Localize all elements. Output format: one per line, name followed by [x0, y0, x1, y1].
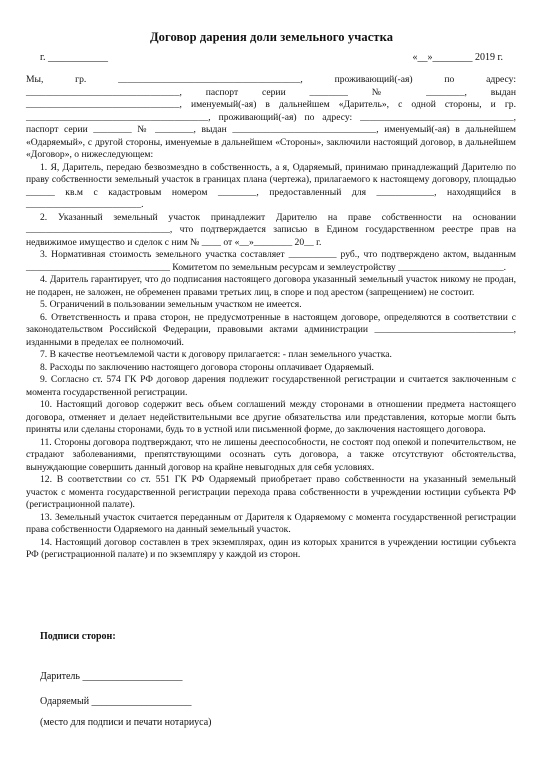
- city-line: г. ____________: [40, 52, 108, 63]
- notary-note: (место для подписи и печати нотариуса): [40, 717, 212, 728]
- signatures-heading: Подписи сторон:: [40, 631, 116, 642]
- clause-4: 4. Даритель гарантирует, что до подписания настоящего договора указанный земельный участок никому не продан, не подарен, не заложен, не обременен правами третьих лиц, в споре и под арестом (запрещением) не состоит.: [26, 274, 516, 298]
- clause-12: 12. В соответствии со ст. 551 ГК РФ Одаряемый приобретает право собственности на указанный земельный участок с момента государственной регистрации перехода права собственности в учреждении юстиции субъекта РФ (регистрационной палате).: [26, 474, 516, 510]
- clause-10: 10. Настоящий договор содержит весь объем соглашений между сторонами в отношении предмета настоящего договора, отменяет и делает недействительными все другие обязательства или представления, которые могли быть приняты или сделаны сторонами, будь то в устной или письменной форме, до заключения настоящего договора.: [26, 399, 516, 435]
- donor-signature-line: Даритель ____________________: [40, 671, 183, 682]
- clause-7: 7. В качестве неотъемлемой части к договору прилагается: - план земельного участка.: [40, 349, 392, 360]
- clause-5: 5. Ограничений в пользовании земельным участком не имеется.: [40, 299, 302, 310]
- clause-13: 13. Земельный участок считается переданным от Дарителя к Одаряемому с момента государственной регистрации права собственности Одаряемого на данный земельный участок.: [26, 511, 516, 535]
- preamble-paragraph: Мы, гр. ______________________________________, проживающий(-ая) по адресу: ________________________________, паспорт серии ________ № ________, выдан ________________________________, именуемый(-ая) в дальнейшем «Даритель», с одной стороны, и гр. ______________________________________, проживающий(-ая) по адресу: ________________________________, паспорт серии ________ № ________, выдан ______________________________, именуемый(-ая) в дальнейшем «Одаряемый», с другой стороны, именуемые в дальнейшем «Стороны», заключили настоящий договор, в дальнейшем «Договор», о нижеследующем:: [26, 74, 516, 160]
- clause-11: 11. Стороны договора подтверждают, что не лишены дееспособности, не состоят под опекой и попечительством, не страдают заболеваниями, препятствующими осознать суть договора, а также отсутствуют обстоятельства, вынуждающие совершить данный договор на крайне невыгодных для себя условиях.: [26, 436, 516, 473]
- donee-signature-line: Одаряемый ____________________: [40, 696, 192, 707]
- document-title: Договор дарения доли земельного участка: [149, 30, 394, 44]
- clause-9: 9. Согласно ст. 574 ГК РФ договор дарения подлежит государственной регистрации и считается заключенным с момента государственной регистрации.: [26, 374, 516, 398]
- clause-14: 14. Настоящий договор составлен в трех экземплярах, один из которых хранится в учреждении юстиции субъекта РФ (регистрационной палате) и по экземпляру у каждой из сторон.: [26, 536, 516, 560]
- clause-2: 2. Указанный земельный участок принадлежит Дарителю на праве собственности на основании ______________________________, что подтверждается записью в Едином государственном реестре прав на недвижимое имущество и сделок с ним № ____ от «__»________ 20__ г.: [26, 211, 516, 248]
- date-line: «__»________ 2019 г.: [412, 52, 503, 63]
- clause-3: 3. Нормативная стоимость земельного участка составляет __________ руб., что подтверждено актом, выданным ______________________________ Комитетом по земельным ресурсам и землеустройству ______________________.: [26, 249, 516, 273]
- contract-body: [26, 74, 516, 562]
- clause-1: 1. Я, Даритель, передаю безвозмездно в собственность, а я, Одаряемый, принимаю принадлежащий Дарителю по праву собственности земельный участок в границах плана (чертежа), прилагаемого к настоящему договору, площадью ______ кв.м с кадастровым номером ________, предоставленный для ____________, находящийся в ________________________.: [26, 161, 516, 210]
- clause-6: 6. Ответственность и права сторон, не предусмотренные в настоящем договоре, определяются в соответствии с законодательством Российской Федерации, правовыми актами администрации _____________________________, изданными в пределах ее полномочий.: [26, 311, 516, 348]
- clause-8: 8. Расходы по заключению настоящего договора стороны оплачивает Одаряемый.: [40, 361, 374, 373]
